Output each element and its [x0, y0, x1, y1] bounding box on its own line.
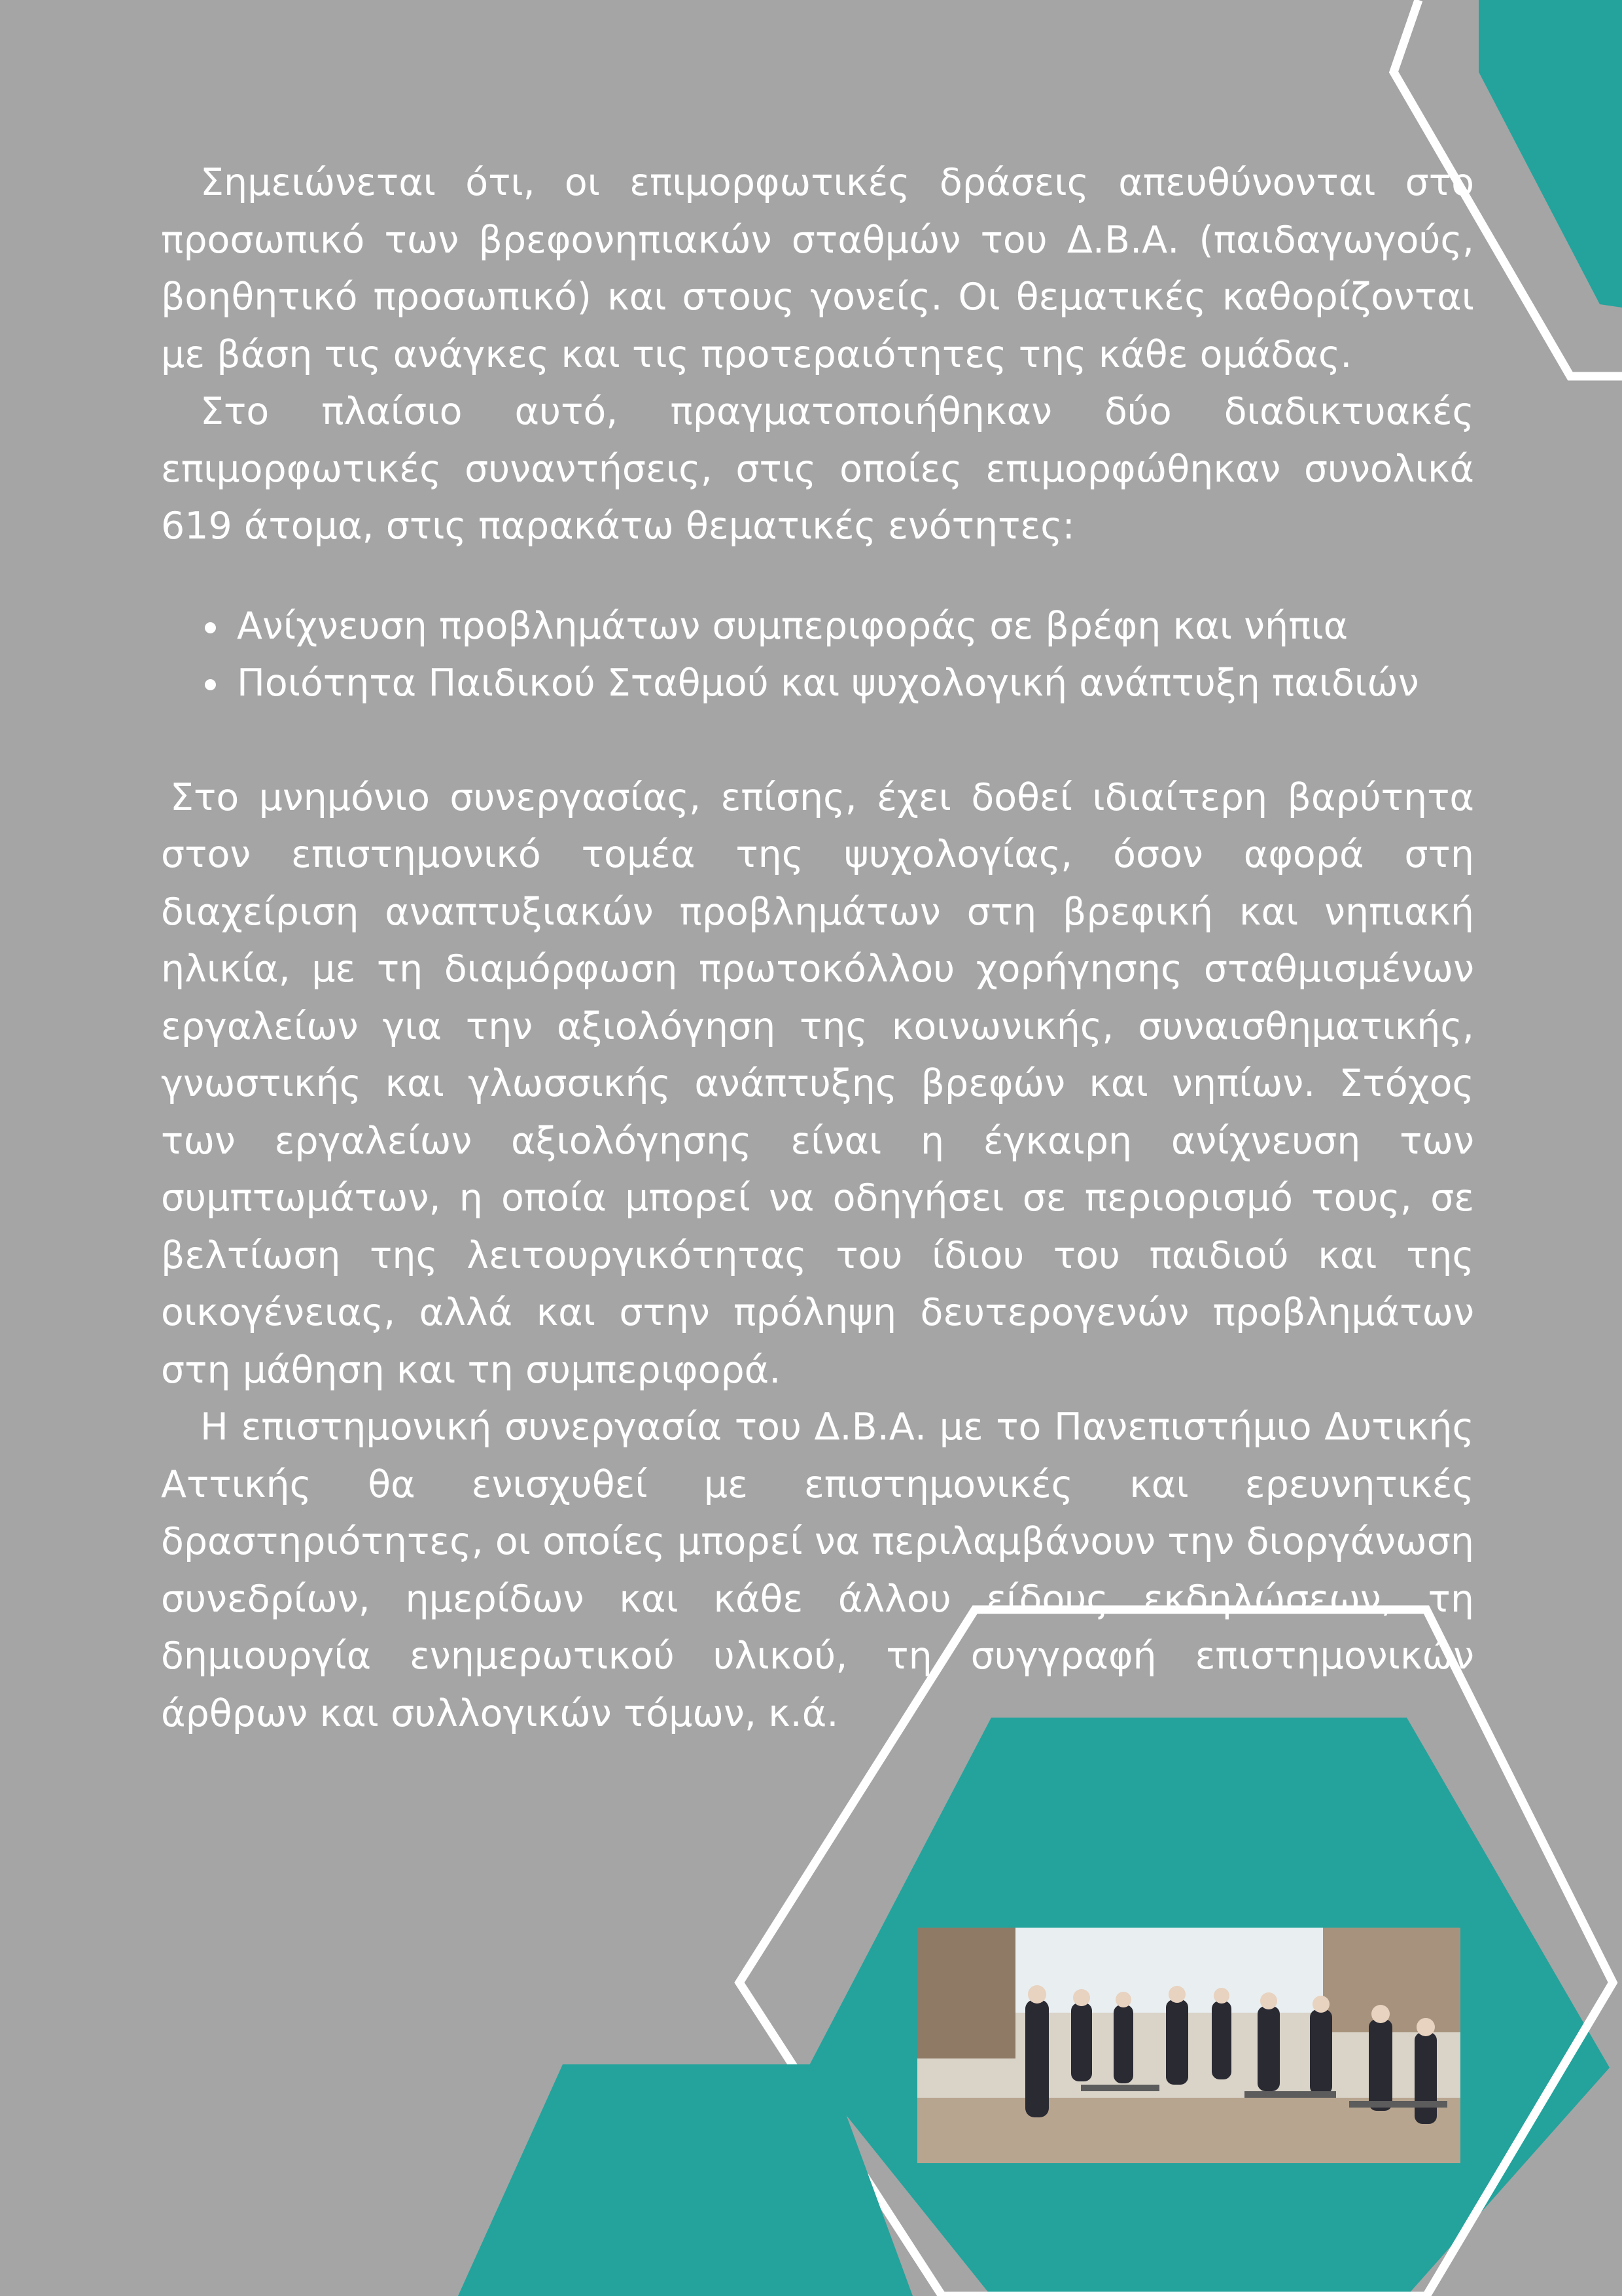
- main-text: [161, 154, 1474, 1742]
- paragraph-4: Η επιστημονική συνεργασία του Δ.Β.Α. με το Πανεπιστήμιο Δυτικής Αττικής θα ενισχυθεί με επιστημονικές και ερευνητικές δραστηριότητες, οι οποίες μπορεί να περιλαμβάνουν την διοργάνωση συνεδρίων, ημερίδων και κάθε άλλου είδους εκδηλώσεων, τη δημιουργία ενημερωτικού υλικού, τη συγγραφή επιστημονικών άρθρων και συλλογικών τόμων, κ.ά.: [161, 1405, 1474, 1735]
- topic-list: [161, 598, 1474, 713]
- paragraph-2: Στο πλαίσιο αυτό, πραγματοποιήθηκαν δύο διαδικτυακές επιμορφωτικές συναντήσεις, στις οποίες επιμορφώθηκαν συνολικά 619 άτομα, στις παρακάτω θεματικές ενότητες:: [161, 390, 1474, 548]
- paragraph-1: Σημειώνεται ότι, οι επιμορφωτικές δράσεις απευθύνονται στο προσωπικό των βρεφονηπιακών σταθμών του Δ.Β.Α. (παιδαγωγούς, βοηθητικό προσωπικό) και στους γονείς. Οι θεματικές καθορίζονται με βάση τις ανάγκες και τις προτεραιότητες της κάθε ομάδας.: [161, 161, 1474, 376]
- list-item: • Ποιότητα Παιδικού Σταθμού και ψυχολογική ανάπτυξη παιδιών: [232, 655, 1474, 713]
- list-item: • Ανίχνευση προβλημάτων συμπεριφοράς σε βρέφη και νήπια: [232, 598, 1474, 656]
- paragraph-3: Στο μνημόνιο συνεργασίας, επίσης, έχει δοθεί ιδιαίτερη βαρύτητα στον επιστημονικό τομέα της ψυχολογίας, όσον αφορά στη διαχείριση αναπτυξιακών προβλημάτων στη βρεφική και νηπιακή ηλικία, με τη διαμόρφωση πρωτοκόλλου χορήγησης σταθμισμένων εργαλείων για την αξιολόγηση της κοινωνικής, συναισθηματικής, γνωστικής και γλωσσικής ανάπτυξης βρεφών και νηπίων. Στόχος των εργαλείων αξιολόγησης είναι η έγκαιρη ανίχνευση των συμπτωμάτων, η οποία μπορεί να οδηγήσει σε περιορισμό τους, σε βελτίωση της λειτουργικότητας του ίδιου του παιδιού και της οικογένειας, αλλά και στην πρόληψη δευτερογενών προβλημάτων στη μάθηση και τη συμπεριφορά.: [161, 775, 1474, 1392]
- meeting-photo: [917, 1928, 1460, 2163]
